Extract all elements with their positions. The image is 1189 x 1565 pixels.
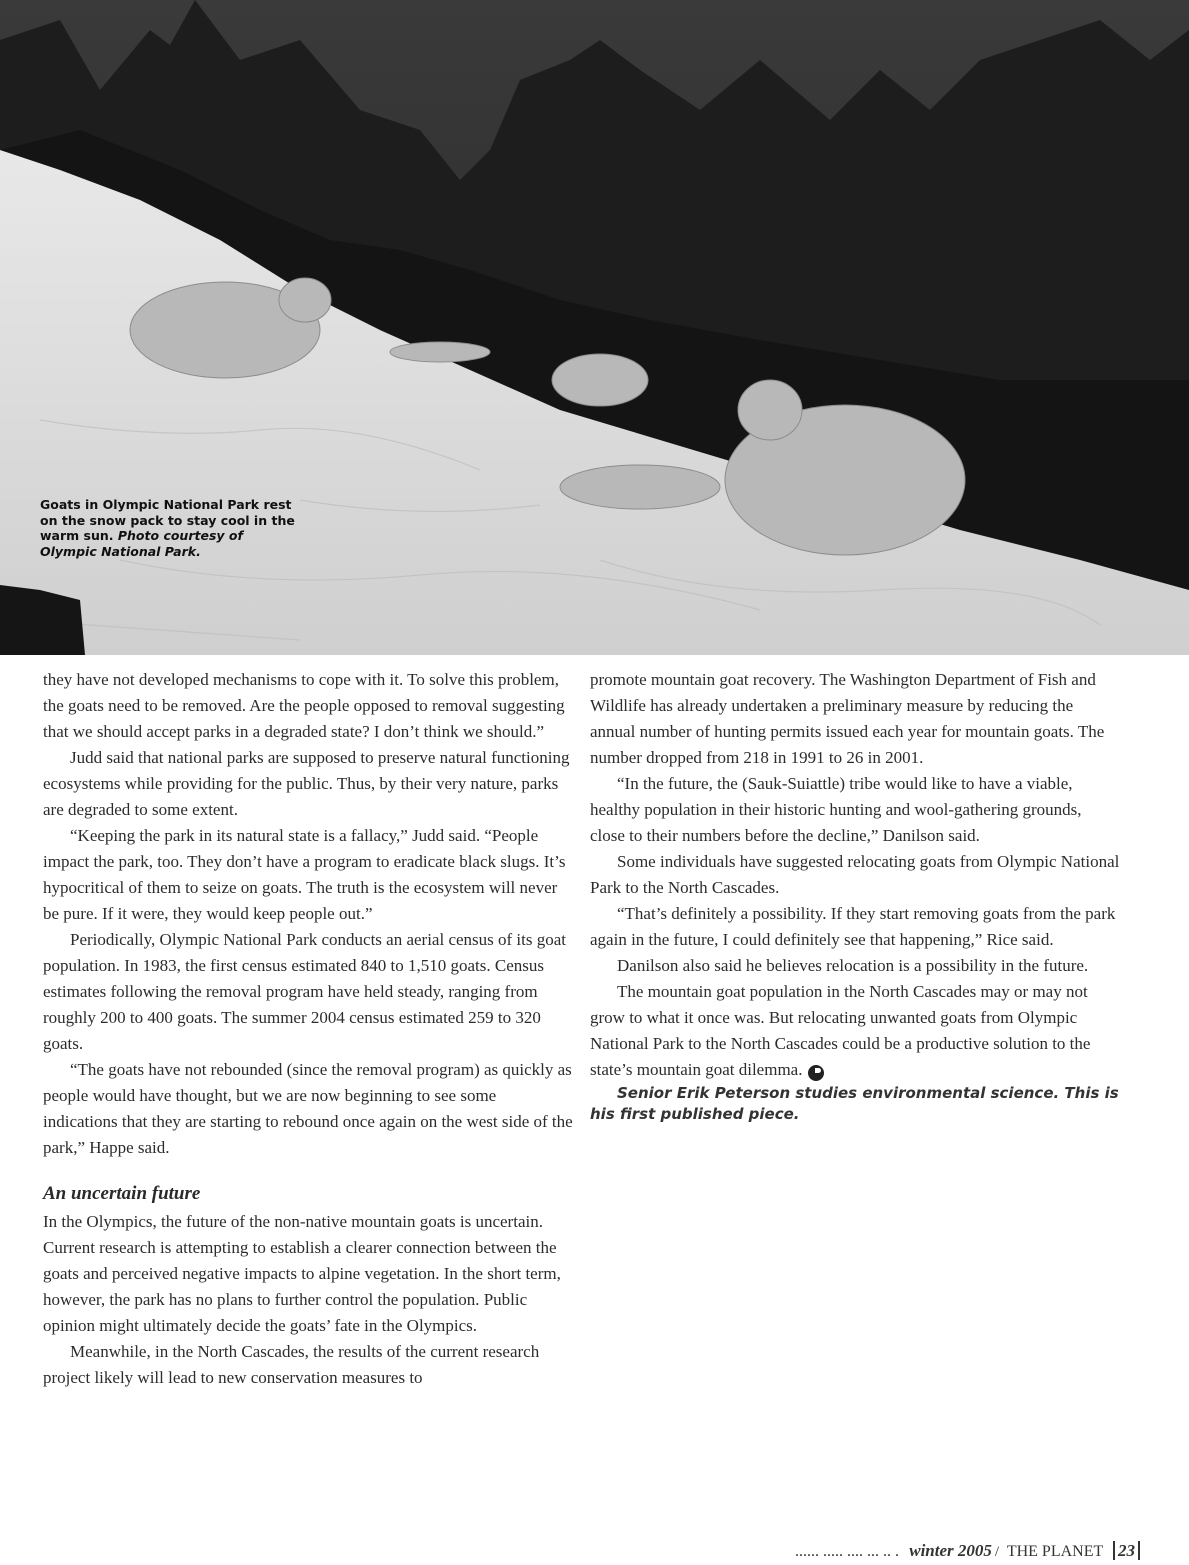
article-paragraph: promote mountain goat recovery. The Washington Department of Fish and Wildlife has already undertaken a preliminary measure by reducing the annual number of hunting permits issued each year for mountain goats. The number dropped from 218 in 1991 to 26 in 2001. — [590, 670, 1105, 767]
goat-resting-middle — [390, 342, 490, 362]
article-final-text: The mountain goat population in the North Cascades may or may not grow to what it once was. But relocating unwanted goats from Olympic National Park to the North Cascades could be a productive solution to the state’s mountain goat dilemma. — [590, 982, 1091, 1079]
footer-dots: ...... ..... .... ... .. . — [795, 1545, 900, 1559]
footer-season: winter 2005 — [909, 1541, 992, 1560]
goat-kid — [560, 465, 720, 509]
article-paragraph: “Keeping the park in its natural state is a fallacy,” Judd said. “People impact the park, too. They don’t have a program to eradicate black slugs. It’s hypocritical of them to seize on goats. The truth is the ecosystem will never be pure. If it were, they would keep people out.” — [43, 826, 566, 923]
goat-resting-right — [552, 354, 648, 406]
article-paragraph-final — [590, 979, 1120, 1083]
photo-credit: Photo courtesy of Olympic National Park. — [40, 528, 243, 559]
article-right-column — [590, 667, 1120, 1125]
article-paragraph: “In the future, the (Sauk-Suiattle) tribe would like to have a viable, healthy population in their historic hunting and wool-gathering grounds, close to their numbers before the decline,” Danilson said. — [590, 774, 1082, 845]
article-paragraph: they have not developed mechanisms to cope with it. To solve this problem, the goats need to be removed. Are the people opposed to removal suggesting that we should accept parks in a degraded state? I don’t think we should.” — [43, 670, 565, 741]
article-paragraph: Danilson also said he believes relocation is a possibility in the future. — [617, 956, 1089, 975]
photo-caption — [40, 497, 300, 559]
footer-magazine-name: THE PLANET — [1006, 1543, 1104, 1560]
article-paragraph: Judd said that national parks are supposed to preserve natural functioning ecosystems while providing for the public. Thus, by their very nature, parks are degraded to some extent. — [43, 748, 570, 819]
footer-separator: / — [994, 1544, 1000, 1560]
article-paragraph: Periodically, Olympic National Park conducts an aerial census of its goat population. In 1983, the first census estimated 840 to 1,510 goats. Census estimates following the removal program have held steady, ranging from roughly 200 to 400 goats. The summer 2004 census estimated 259 to 320 goats. — [43, 930, 567, 1053]
article-paragraph: Some individuals have suggested relocating goats from Olympic National Park to the North Cascades. — [590, 852, 1120, 897]
article-paragraph: “The goats have not rebounded (since the removal program) as quickly as people would have thought, but we are now beginning to see some indications that they are starting to rebound once again on the west side of the park,” Happe said. — [43, 1060, 573, 1157]
section-subhead: An uncertain future — [43, 1183, 201, 1204]
page-number: 23 — [1113, 1541, 1140, 1560]
article-paragraph: “That’s definitely a possibility. If they start removing goats from the park again in the future, I could definitely see that happening,” Rice said. — [590, 904, 1116, 949]
photo-caption-text: Goats in Olympic National Park rest on the snow pack to stay cool in the warm sun. — [40, 497, 295, 543]
article-paragraph: In the Olympics, the future of the non-native mountain goats is uncertain. Current research is attempting to establish a clearer connection between the goats and perceived negative impacts to alpine vegetation. In the short term, however, the park has no plans to further control the population. Public opinion might ultimately decide the goats’ fate in the Olympics. — [43, 1212, 561, 1335]
article-paragraph: Meanwhile, in the North Cascades, the results of the current research project likely will lead to new conservation measures to — [43, 1342, 540, 1387]
article-left-column — [43, 667, 573, 1391]
page-footer — [690, 1541, 1140, 1561]
author-bio: Senior Erik Peterson studies environmental science. This is his first published piece. — [590, 1084, 1119, 1123]
end-of-story-icon — [808, 1065, 824, 1081]
